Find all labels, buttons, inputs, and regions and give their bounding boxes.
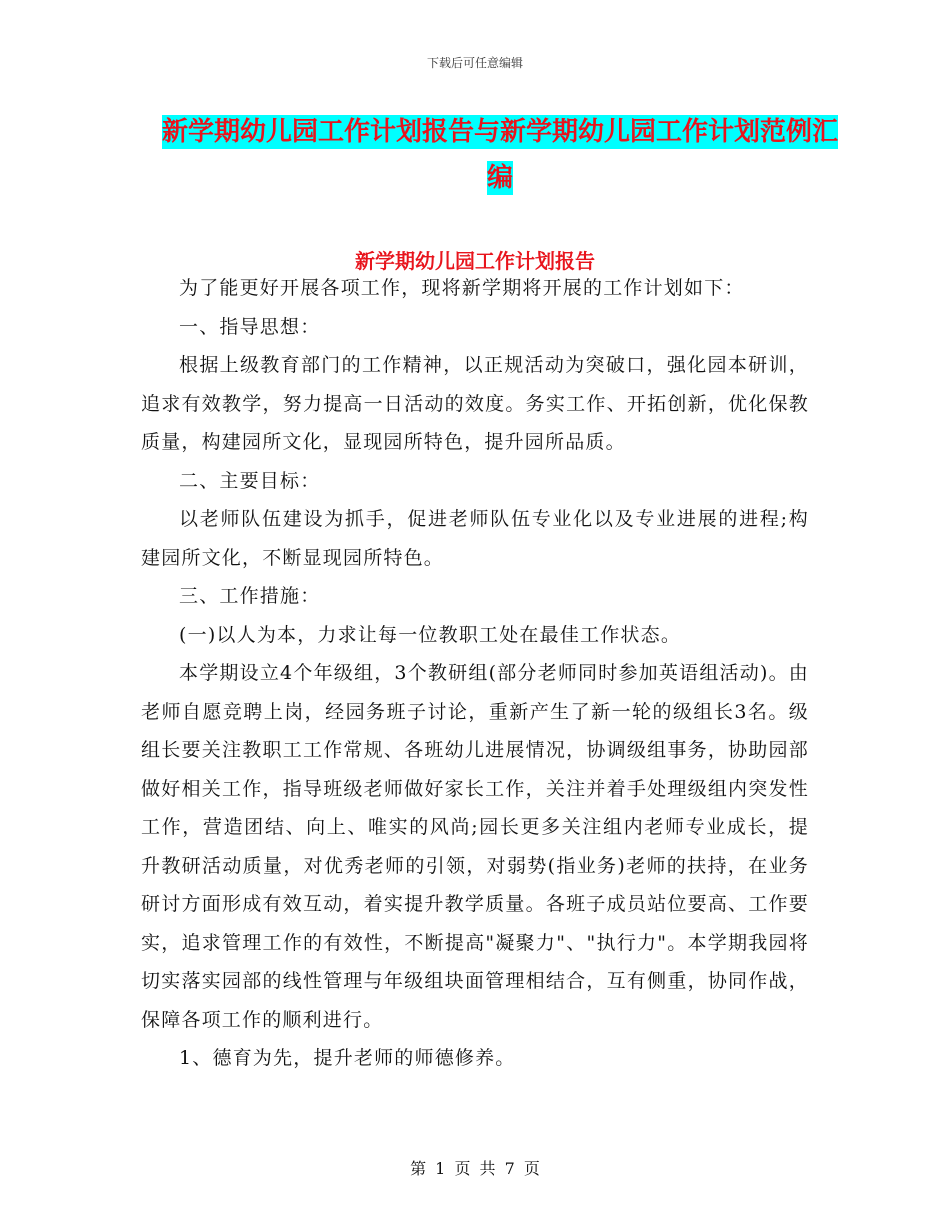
section-title: 新学期幼儿园工作计划报告 [355,249,595,273]
document-title-text: 新学期幼儿园工作计划报告与新学期幼儿园工作计划范例汇编 [161,117,838,193]
heading-work-measures: 三、工作措施： [179,585,321,607]
document-title [150,109,850,201]
heading-main-goals: 二、主要目标： [179,469,321,492]
header-note: 下载后可任意编辑 [426,56,523,70]
heading-guiding-thought: 一、指导思想： [179,315,321,338]
subheading-people-oriented: (一)以人为本，力求让每一位教职工处在最佳工作状态。 [179,623,682,646]
document-body [141,269,809,1078]
subheading-moral-education: 1、德育为先，提升老师的师德修养。 [179,1047,516,1069]
paragraph-guiding-thought: 根据上级教育部门的工作精神，以正规活动为突破口，强化园本研训，追求有效教学，努力提高一日活动的效度。务实工作、开拓创新，优化保教质量，构建园所文化，显现园所特色，提升园所品质。 [141,354,809,453]
page-number: 第 1 页 共 7 页 [410,1159,540,1178]
paragraph-main-goals: 以老师队伍建设为抓手，促进老师队伍专业化以及专业进展的进程;构建园所文化，不断显现园所特色。 [141,508,809,569]
paragraph-intro: 为了能更好开展各项工作，现将新学期将开展的工作计划如下： [179,277,745,299]
paragraph-grade-groups: 本学期设立4个年级组，3个教研组(部分老师同时参加英语组活动)。由老师自愿竞聘上岗，经园务班子讨论，重新产生了新一轮的级组长3名。级组长要关注教职工工作常规、各班幼儿进展情况，协调级组事务，协助园部做好相关工作，指导班级老师做好家长工作，关注并着手处理级组内突发性工作，营造团结、向上、唯实的风尚;园长更多关注组内老师专业成长，提升教研活动质量，对优秀老师的引领，对弱势(指业务)老师的扶持，在业务研讨方面形成有效互动，着实提升教学质量。各班子成员站位要高、工作要实，追求管理工作的有效性，不断提高"凝聚力"、"执行力"。本学期我园将切实落实园部的线性管理与年级组块面管理相结合，互有侧重，协同作战，保障各项工作的顺利进行。 [141,662,809,1031]
